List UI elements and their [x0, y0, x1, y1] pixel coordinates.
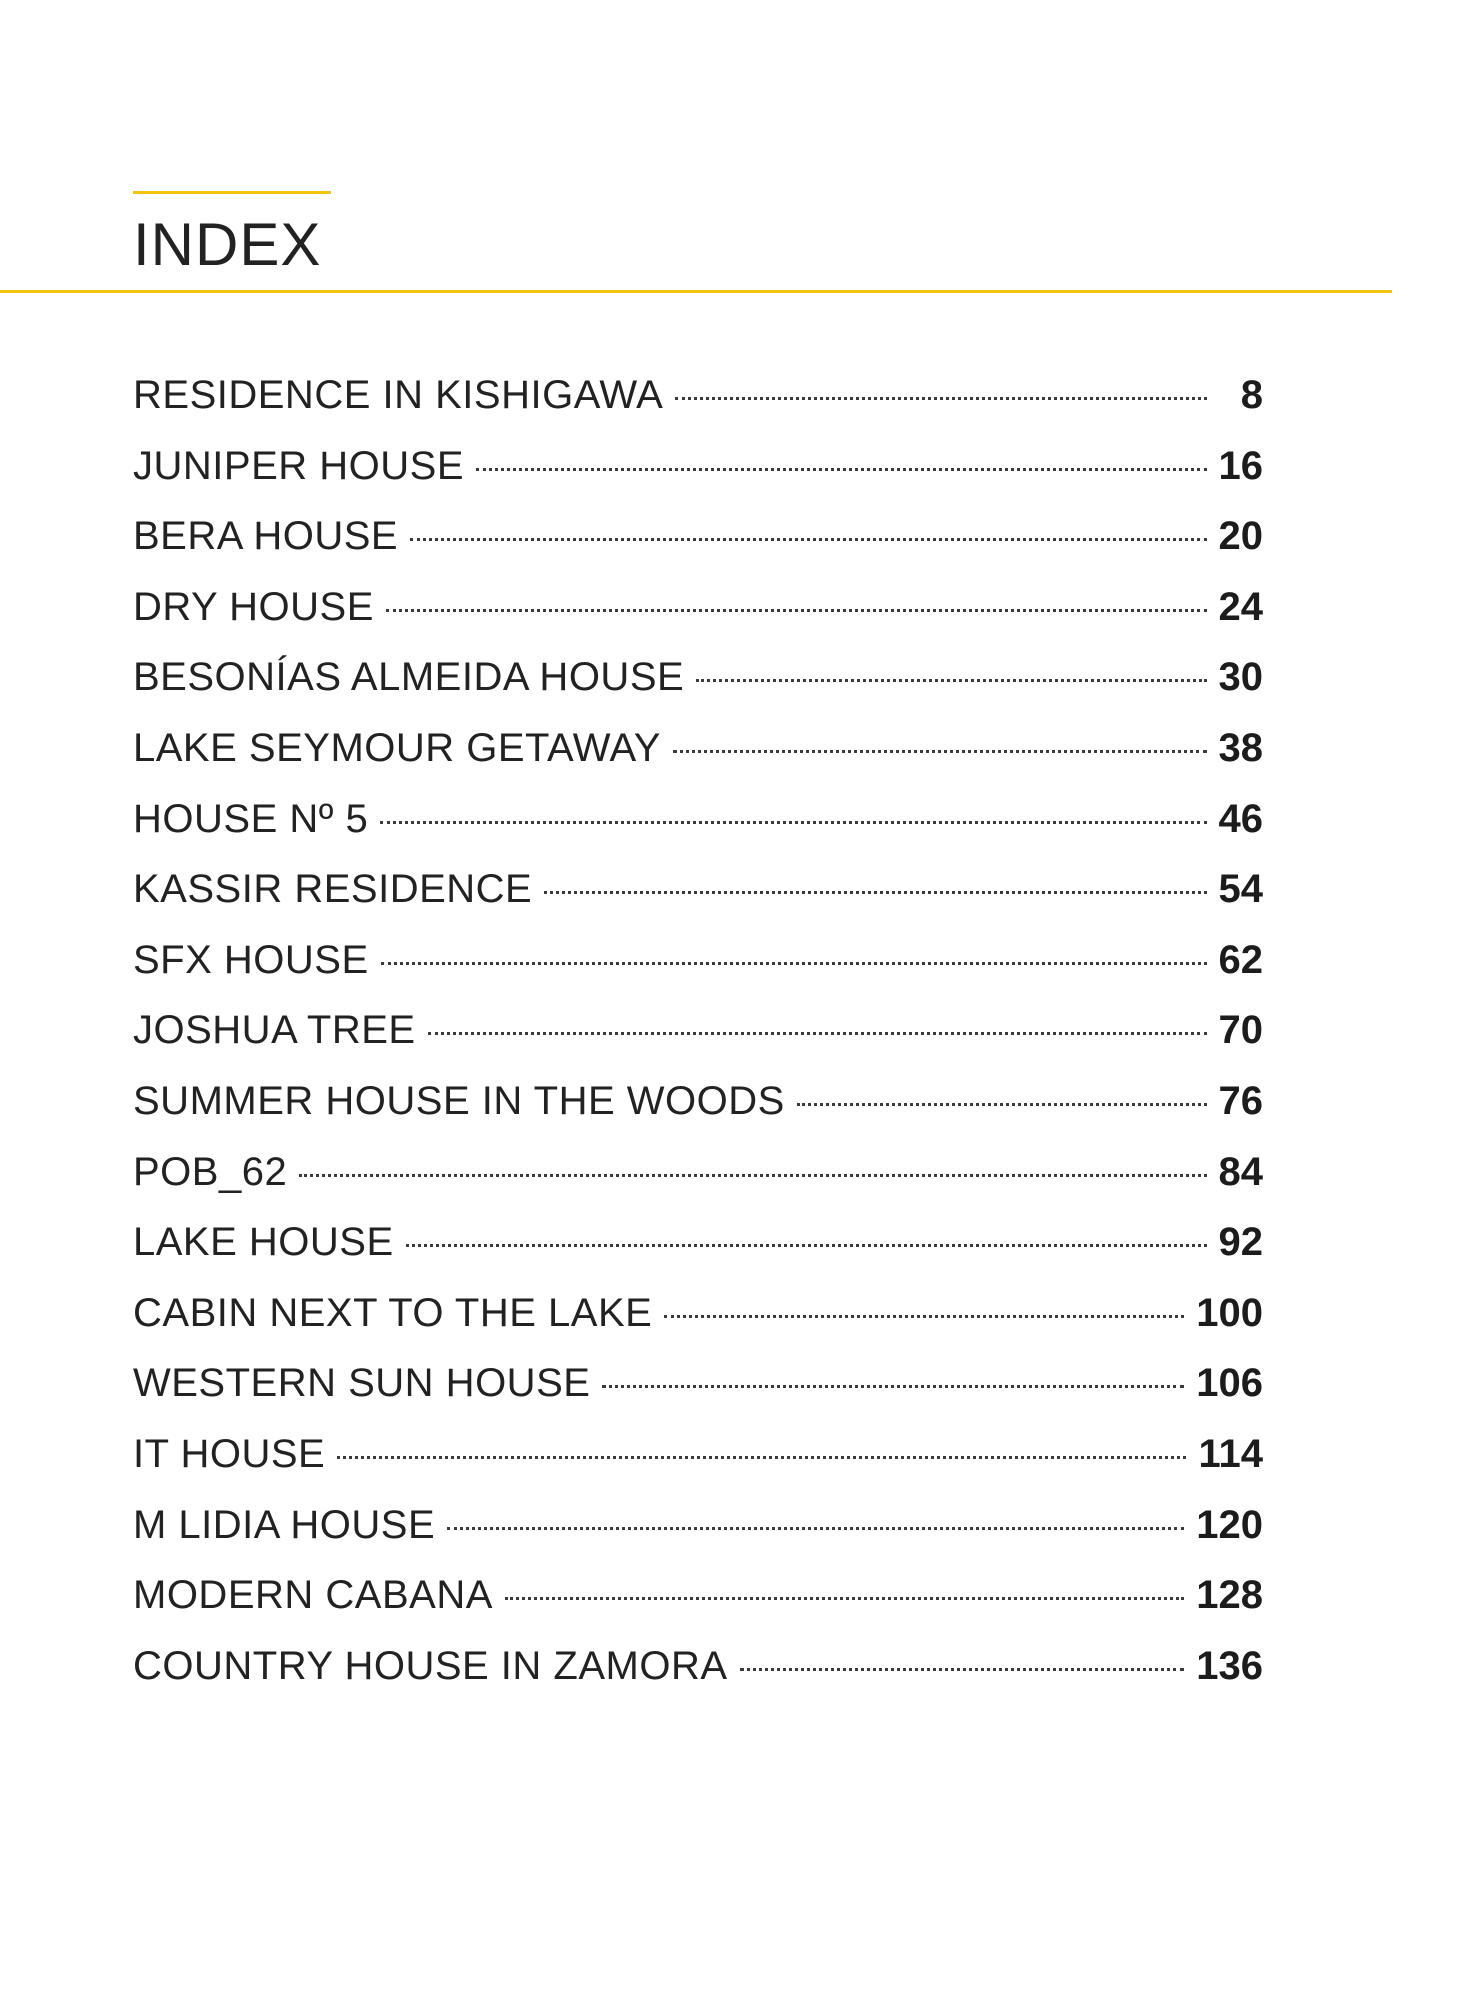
dot-leader: [675, 397, 1207, 400]
page-title: INDEX: [133, 211, 322, 278]
entry-page-number: 92: [1218, 1220, 1263, 1265]
entry-title: LAKE SEYMOUR GETAWAY: [133, 725, 661, 770]
entry-title: CABIN NEXT TO THE LAKE: [133, 1290, 653, 1335]
entry-title: COUNTRY HOUSE IN ZAMORA: [133, 1643, 728, 1688]
index-entry: [133, 1071, 1263, 1142]
entry-page-number: 8: [1240, 373, 1263, 417]
entry-page-number: 100: [1196, 1290, 1263, 1335]
index-entry: [133, 859, 1263, 930]
index-entry: [133, 1424, 1263, 1495]
index-entry: [133, 1353, 1263, 1424]
entry-page-number: 136: [1196, 1643, 1263, 1688]
entry-title: M LIDIA HOUSE: [133, 1502, 436, 1547]
index-entry: [133, 1142, 1263, 1213]
entry-page-number: 114: [1198, 1431, 1263, 1476]
entry-page-number: 20: [1218, 514, 1263, 559]
index-entry: [133, 436, 1263, 507]
index-entry: [133, 789, 1263, 860]
entry-title: KASSIR RESIDENCE: [133, 867, 533, 912]
index-list: [133, 365, 1263, 1706]
entry-page-number: 16: [1218, 443, 1263, 488]
entry-title: MODERN CABANA: [133, 1573, 493, 1618]
dot-leader: [740, 1668, 1185, 1671]
index-entry: [133, 506, 1263, 577]
dot-leader: [476, 468, 1207, 471]
entry-title: WESTERN SUN HOUSE: [133, 1361, 591, 1406]
dot-leader: [797, 1103, 1207, 1106]
index-entry: [133, 1212, 1263, 1283]
dot-leader: [428, 1032, 1207, 1035]
entry-page-number: 70: [1218, 1008, 1263, 1053]
dot-leader: [544, 891, 1206, 894]
entry-page-number: 120: [1196, 1502, 1263, 1547]
dot-leader: [380, 821, 1206, 824]
entry-title: HOUSE Nº 5: [133, 796, 369, 841]
entry-title: RESIDENCE IN KISHIGAWA: [133, 373, 664, 417]
entry-title: BERA HOUSE: [133, 514, 399, 559]
entry-page-number: 24: [1218, 584, 1263, 629]
entry-page-number: 54: [1218, 867, 1263, 912]
dot-leader: [673, 750, 1207, 753]
entry-page-number: 84: [1218, 1149, 1263, 1194]
entry-page-number: 62: [1218, 937, 1263, 982]
index-entry: [133, 577, 1263, 648]
index-entry: [133, 1000, 1263, 1071]
dot-leader: [696, 679, 1206, 682]
entry-title: LAKE HOUSE: [133, 1220, 394, 1265]
entry-page-number: 76: [1218, 1078, 1263, 1123]
index-entry: [133, 647, 1263, 718]
entry-title: JUNIPER HOUSE: [133, 443, 464, 488]
dot-leader: [505, 1597, 1184, 1600]
entry-page-number: 38: [1218, 725, 1263, 770]
entry-page-number: 128: [1196, 1573, 1263, 1618]
entry-title: DRY HOUSE: [133, 584, 374, 629]
entry-page-number: 30: [1218, 655, 1263, 700]
title-accent-rule: [133, 191, 331, 194]
entry-title: SFX HOUSE: [133, 937, 369, 982]
entry-page-number: 106: [1196, 1361, 1263, 1406]
dot-leader: [406, 1244, 1207, 1247]
index-entry: [133, 365, 1263, 436]
dot-leader: [299, 1174, 1206, 1177]
dot-leader: [386, 609, 1207, 612]
index-entry: [133, 1283, 1263, 1354]
header-divider: [0, 290, 1392, 293]
entry-title: SUMMER HOUSE IN THE WOODS: [133, 1078, 785, 1123]
entry-title: POB_62: [133, 1149, 288, 1194]
dot-leader: [447, 1527, 1184, 1530]
entry-title: JOSHUA TREE: [133, 1008, 416, 1053]
dot-leader: [602, 1385, 1184, 1388]
dot-leader: [381, 962, 1207, 965]
dot-leader: [664, 1315, 1184, 1318]
index-entry: [133, 718, 1263, 789]
entry-page-number: 46: [1218, 796, 1263, 841]
entry-title: BESONÍAS ALMEIDA HOUSE: [133, 655, 685, 700]
dot-leader: [337, 1456, 1186, 1459]
index-entry: [133, 930, 1263, 1001]
index-entry: [133, 1495, 1263, 1566]
index-entry: [133, 1636, 1263, 1707]
entry-title: IT HOUSE: [133, 1431, 326, 1476]
index-entry: [133, 1565, 1263, 1636]
dot-leader: [410, 538, 1206, 541]
